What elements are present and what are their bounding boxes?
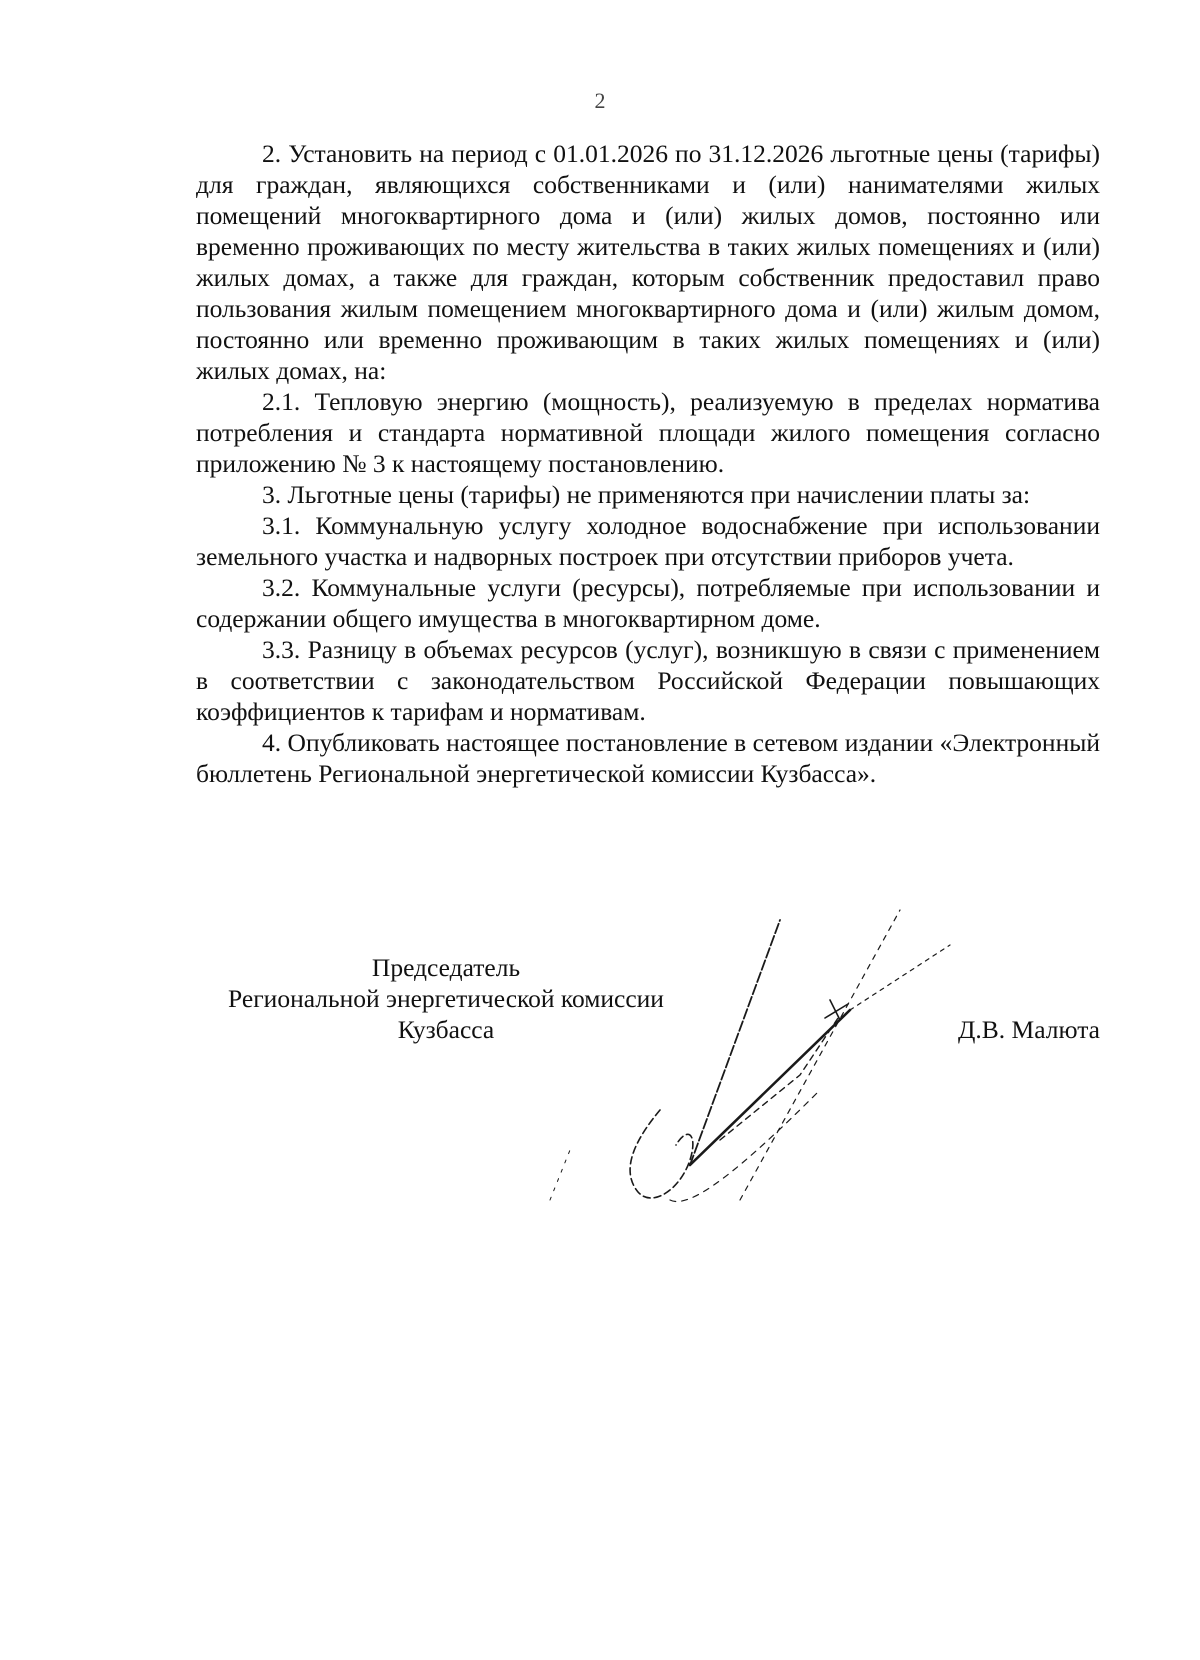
document-body [196, 138, 1100, 789]
paragraph-3-3: 3.3. Разницу в объемах ресурсов (услуг), возникшую в связи с применением в соответствии с законодательством Российской Федерации повышающих коэффициентов к тарифам и нормативам. [196, 635, 1100, 726]
signatory-title-line-2: Региональной энергетической комиссии [228, 984, 664, 1013]
handwritten-signature [540, 900, 980, 1260]
signatory-title-line-3: Кузбасса [397, 1015, 495, 1044]
paragraph-2-1: 2.1. Тепловую энергию (мощность), реализуемую в пределах норматива потребления и стандарта нормативной площади жилого помещения согласно приложению № 3 к настоящему постановлению. [196, 387, 1100, 478]
signatory-name: Д.В. Малюта [958, 1015, 1100, 1044]
paragraph-4: 4. Опубликовать настоящее постановление в сетевом издании «Электронный бюллетень Региональной энергетической комиссии Кузбасса». [196, 728, 1100, 788]
paragraph-2: 2. Установить на период с 01.01.2026 по 31.12.2026 льготные цены (тарифы) для граждан, являющихся собственниками и (или) нанимателями жилых помещений многоквартирного дома и (или) жилых домов, постоянно или временно проживающих по месту жительства в таких жилых помещениях и (или) жилых домах, а также для граждан, которым собственник предоставил право пользования жилым помещением многоквартирного дома и (или) жилым домом, постоянно или временно проживающим в таких жилых помещениях и (или) жилых домах, на: [196, 139, 1100, 385]
signatory-title-line-1: Председатель [371, 953, 521, 982]
paragraph-3: 3. Льготные цены (тарифы) не применяются при начислении платы за: [262, 480, 1031, 509]
page-number: 2 [594, 88, 606, 113]
paragraph-3-1: 3.1. Коммунальную услугу холодное водоснабжение при использовании земельного участка и надворных построек при отсутствии приборов учета. [196, 511, 1100, 571]
paragraph-3-2: 3.2. Коммунальные услуги (ресурсы), потребляемые при использовании и содержании общего имущества в многоквартирном доме. [196, 573, 1100, 633]
